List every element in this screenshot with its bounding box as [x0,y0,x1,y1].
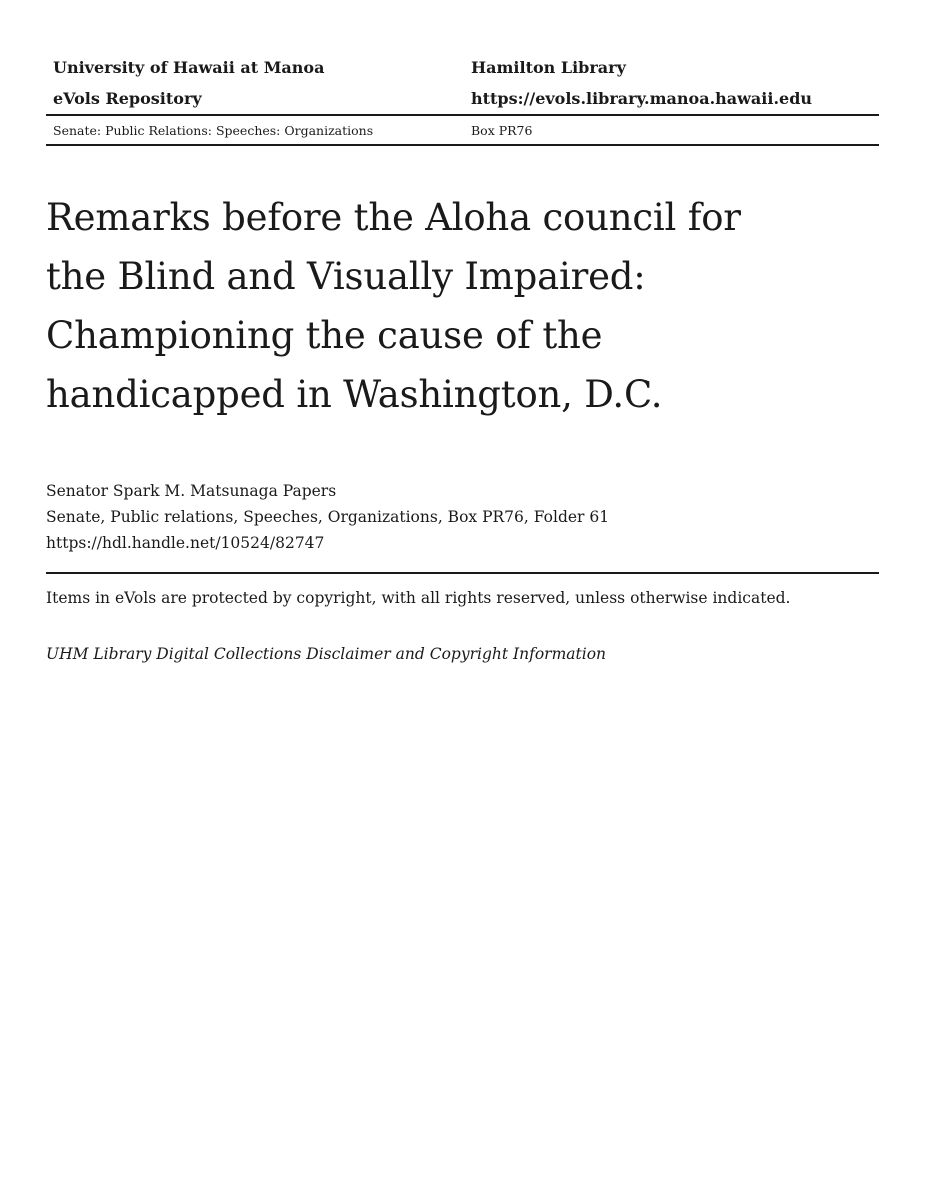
document-metadata [46,478,609,556]
title-line: Championing the cause of the [46,314,603,357]
institution-name: University of Hawaii at Manoa [53,58,325,77]
folder-location: Senate, Public relations, Speeches, Organizations, Box PR76, Folder 61 [46,508,610,526]
repository-url[interactable]: https://evols.library.manoa.hawaii.edu [471,89,813,108]
section-divider [46,572,879,574]
series-path: Senate: Public Relations: Speeches: Organizations [53,122,374,138]
title-line: handicapped in Washington, D.C. [46,373,663,416]
repository-name: eVols Repository [53,89,202,108]
library-name: Hamilton Library [471,58,626,77]
box-label: Box PR76 [471,122,533,138]
header-subrow [46,116,879,144]
disclaimer-link[interactable]: UHM Library Digital Collections Disclaimer and Copyright Information [46,645,607,663]
header-divider-bottom [46,144,879,146]
header-table [46,52,879,146]
document-title [46,188,879,424]
title-line: Remarks before the Aloha council for [46,196,741,239]
title-line: the Blind and Visually Impaired: [46,255,646,298]
header-row-2 [46,83,879,114]
collection-name: Senator Spark M. Matsunaga Papers [46,482,337,500]
rights-statement: Items in eVols are protected by copyright, with all rights reserved, unless otherwise indicated. [46,589,791,607]
header-row-1 [46,52,879,83]
handle-link[interactable]: https://hdl.handle.net/10524/82747 [46,534,325,552]
